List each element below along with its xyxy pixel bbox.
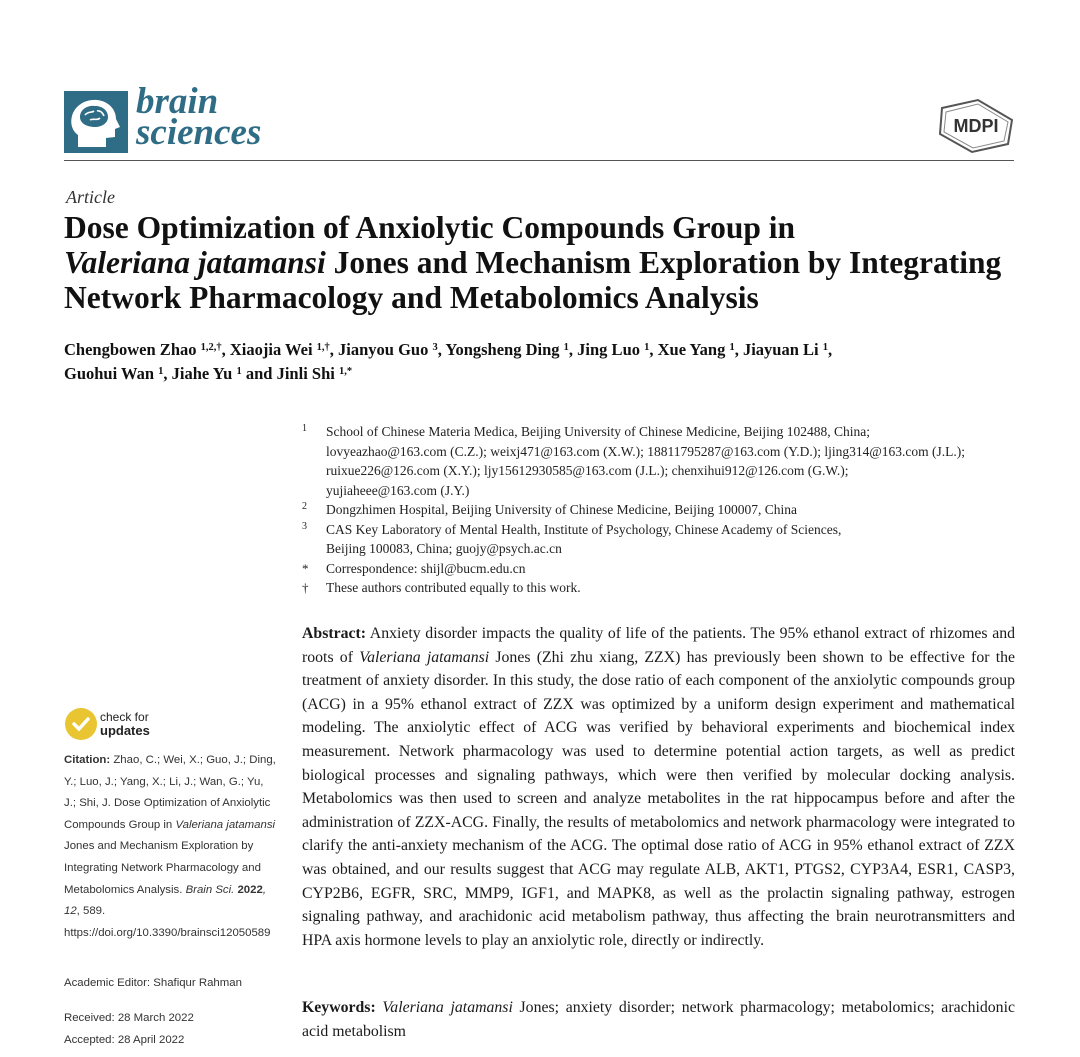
affiliation-item	[300, 559, 1030, 579]
affiliation-item	[300, 422, 1030, 500]
author-name: Jianyou Guo	[338, 340, 429, 359]
header-divider	[64, 160, 1014, 161]
author-separator: and	[241, 364, 277, 383]
journal-name-line1: brain	[136, 81, 219, 122]
author-name: Chengbowen Zhao	[64, 340, 197, 359]
affiliation-line: CAS Key Laboratory of Mental Health, Institute of Psychology, Chinese Academy of Sciences,	[326, 521, 842, 537]
author-affiliation-marker: 1	[644, 342, 650, 353]
citation-volume: , 12	[64, 883, 266, 918]
title-part2: Jones and Mechanism Exploration by Integrating Network Pharmacology and Metabolomics Analysis	[64, 245, 1002, 315]
journal-name-line2: sciences	[136, 112, 262, 153]
publisher-name: MDPI	[953, 116, 999, 136]
author-affiliation-marker: 1,†	[316, 342, 330, 353]
citation-journal: Brain Sci.	[185, 883, 235, 896]
affiliation-line: School of Chinese Materia Medica, Beijing University of Chinese Medicine, Beijing 102488, China;	[326, 424, 871, 439]
author-name: Yongsheng Ding	[445, 340, 560, 359]
affiliation-line: Dongzhimen Hospital, Beijing University of Chinese Medicine, Beijing 100007, China	[326, 502, 797, 517]
author-affiliation-marker: 1	[158, 366, 164, 377]
check-updates-line2: updates	[100, 723, 150, 738]
keywords-text: Jones; anxiety disorder; network pharmacology; metabolomics; arachidonic acid metabolism	[302, 999, 1015, 1040]
affiliation-item	[300, 500, 1030, 520]
author-affiliation-marker: 1,*	[338, 366, 353, 377]
article-type: Article	[66, 187, 115, 207]
affiliation-line: Beijing 100083, China; guojy@psych.ac.cn	[326, 541, 562, 556]
journal-name	[136, 81, 262, 153]
author-separator: ,	[437, 340, 446, 359]
author-affiliation-marker: 1,2,†	[200, 342, 222, 353]
author-list	[64, 338, 1014, 386]
author-affiliation-marker: 1	[822, 342, 828, 353]
affiliation-marker: †	[302, 580, 309, 595]
journal-logo	[64, 91, 128, 153]
title-part1: Dose Optimization of Anxiolytic Compounds Group in	[64, 210, 796, 245]
abstract-italic-species: Valeriana jatamansi	[359, 648, 490, 666]
affiliation-line: Correspondence: shijl@bucm.edu.cn	[326, 560, 526, 576]
brain-head-icon	[64, 91, 128, 153]
citation-label: Citation:	[64, 754, 111, 766]
citation-doi[interactable]: , 589. https://doi.org/10.3390/brainsci12050589	[64, 905, 271, 939]
author-separator: ,	[568, 340, 578, 359]
citation-year: 2022	[234, 883, 263, 896]
citation	[64, 750, 278, 944]
author-name: Jing Luo	[577, 340, 640, 359]
author-name: Xue Yang	[657, 340, 726, 359]
author-separator: ,	[827, 340, 833, 359]
affiliation-line: lovyeazhao@163.com (C.Z.); weixj471@163.com (X.W.); 18811795287@163.com (Y.D.); ljing314@163.com (J.L.);	[326, 443, 966, 459]
article-title	[64, 210, 1024, 315]
keywords	[302, 996, 1015, 1043]
affiliation-item	[300, 520, 1030, 559]
author-separator: ,	[649, 340, 658, 359]
affiliation-line: ruixue226@126.com (X.Y.); ljy15612930585@163.com (J.L.); chenxihui912@126.com (G.W.);	[326, 463, 849, 478]
author-affiliation-marker: 1	[729, 342, 735, 353]
author-affiliation-marker: 1	[563, 342, 569, 353]
author-separator: ,	[734, 340, 743, 359]
check-updates-icon	[65, 708, 97, 740]
author-affiliation-marker: 1	[236, 366, 242, 377]
author-name: Jiahe Yu	[171, 364, 233, 383]
accepted-date: Accepted: 28 April 2022	[64, 1034, 185, 1046]
citation-text-2: Jones and Mechanism Exploration by Integrating Network Pharmacology and Metabolomics Analysis.	[64, 840, 261, 896]
abstract-label: Abstract:	[302, 625, 367, 642]
affiliation-line: yujiaheee@163.com (J.Y.)	[326, 482, 470, 498]
title-italic-species: Valeriana jatamansi	[64, 245, 326, 280]
affiliation-marker: 1	[302, 423, 307, 434]
author-separator: ,	[221, 340, 230, 359]
affiliations	[300, 422, 1030, 598]
author-name: Xiaojia Wei	[229, 340, 313, 359]
check-for-updates-badge[interactable]	[65, 708, 185, 744]
received-date: Received: 28 March 2022	[64, 1012, 194, 1024]
affiliation-marker: 3	[302, 520, 307, 532]
citation-text-1: Zhao, C.; Wei, X.; Guo, J.; Ding, Y.; Luo, J.; Yang, X.; Li, J.; Wan, G.; Yu, J.; Shi, J. Dose Optimization of Anxiolytic Compounds Group in	[64, 754, 276, 831]
author-separator: ,	[329, 340, 339, 359]
affiliation-item	[300, 578, 1030, 598]
keywords-italic-species: Valeriana jatamansi	[382, 999, 513, 1016]
citation-italic-species: Valeriana jatamansi	[175, 818, 276, 831]
affiliation-marker: 2	[302, 501, 307, 512]
affiliation-marker: *	[302, 560, 309, 576]
abstract-text-1: Anxiety disorder impacts the quality of life of the patients. The 95% ethanol extract of rhizomes and roots of	[302, 625, 1015, 666]
academic-editor: Academic Editor: Shafiqur Rahman	[64, 977, 242, 989]
keywords-label: Keywords:	[302, 999, 376, 1016]
author-name: Jinli Shi	[276, 364, 335, 383]
author-name: Guohui Wan	[64, 364, 155, 383]
author-affiliation-marker: 3	[432, 342, 438, 353]
abstract-text-2: Jones (Zhi zhu xiang, ZZX) has previously been shown to be effective for the treatment of anxiety disorder. In this study, the dose ratio of each component of the anxiolytic compounds group (ACG) in a 95% ethanol extract of ZZX was optimized by a uniform design experiment and mathematical modeling. The anxiolytic effect of ACG was verified by behavioral experiments and biochemical index measurement. Network pharmacology was used to determine potential action targets, as well as predict biological processes and signaling pathways, which were then verified by molecular docking analysis. Metabolomics was then used to screen and analyze metabolites in the rat hippocampus before and after the administration of ZZX-ACG. Finally, the results of metabolomics and network pharmacology were integrated to clarify the anti-anxiety mechanism of the ACG. The optimal dose ratio of ACG in 95% ethanol extract of ZZX was obtained, and our results suggest that ACG may regulate ALB, AKT1, PTGS2, CYP3A4, ESR1, CASP3, CYP2B6, EGFR, SRC, MMP9, IGF1, and MAPK8, as well as the prolactin signaling pathway, estrogen signaling pathway, and arachidonic acid metabolism pathway, thus affecting the brain neurotransmitters and HPA axis hormone levels to play an anxiolytic role, directly or indirectly.	[302, 648, 1015, 949]
abstract	[302, 622, 1015, 952]
affiliation-line: These authors contributed equally to this work.	[326, 580, 581, 595]
author-separator: ,	[163, 364, 172, 383]
author-name: Jiayuan Li	[742, 340, 819, 359]
check-updates-line1: check for	[100, 710, 149, 724]
mdpi-logo	[936, 98, 1016, 154]
